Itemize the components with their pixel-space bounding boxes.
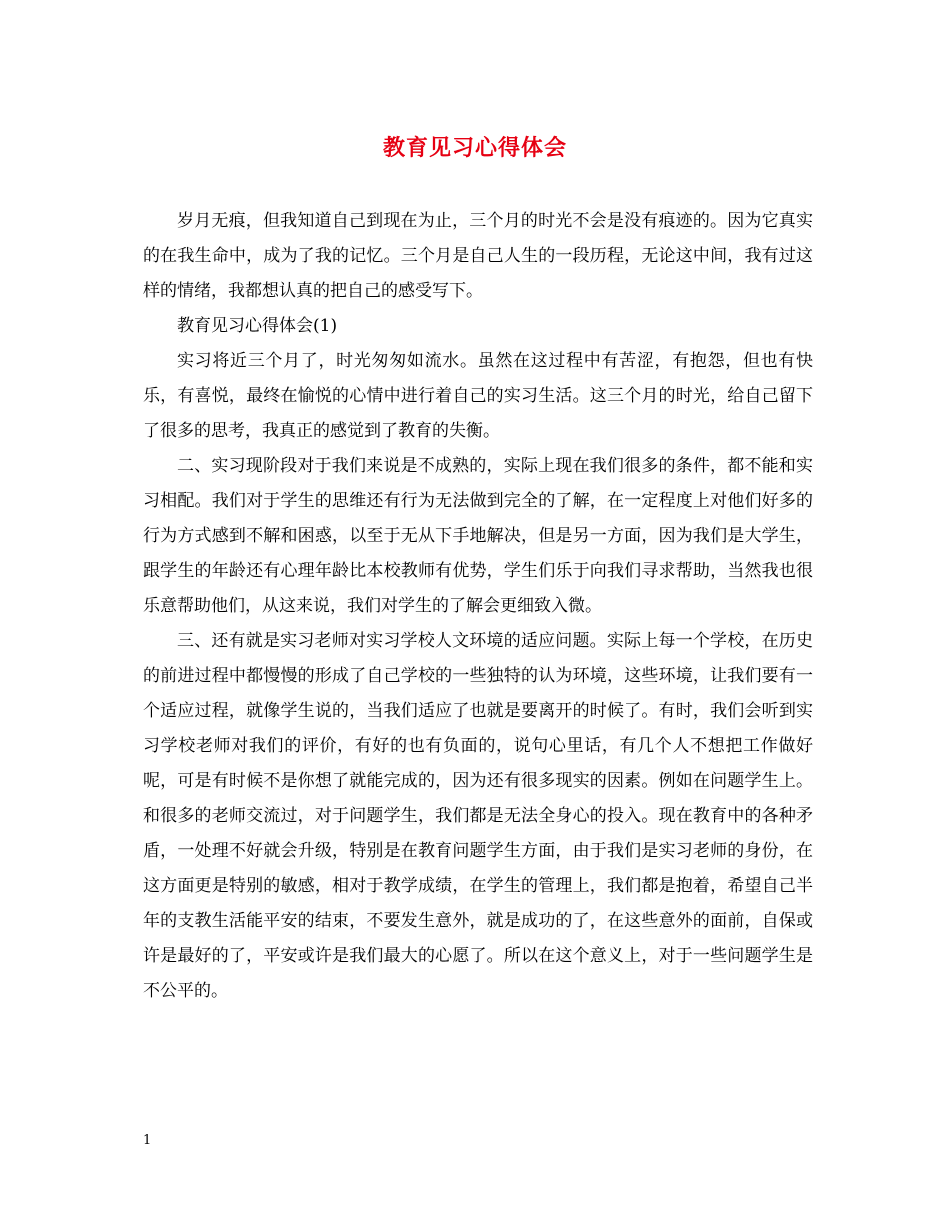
paragraph-1: 实习将近三个月了，时光匆匆如流水。虽然在这过程中有苦涩，有抱怨，但也有快乐，有喜悦，最终在愉悦的心情中进行着自己的实习生活。这三个月的时光，给自己留下了很多的思考，我真正的感觉到了教育的失衡。 xyxy=(143,351,813,441)
paragraph-intro: 岁月无痕，但我知道自己到现在为止，三个月的时光不会是没有痕迹的。因为它真实的在我生命中，成为了我的记忆。三个月是自己人生的一段历程，无论这中间，我有过这样的情绪，我都想认真的把自己的感受写下。 xyxy=(143,211,813,301)
page-number: 1 xyxy=(143,1133,152,1148)
document-title: 教育见习心得体会 xyxy=(382,135,567,161)
paragraph-3: 三、还有就是实习老师对实习学校人文环境的适应问题。实际上每一个学校，在历史的前进过程中都慢慢的形成了自己学校的一些独特的认为环境，这些环境，让我们要有一个适应过程，就像学生说的，当我们适应了也就是要离开的时候了。有时，我们会听到实习学校老师对我们的评价，有好的也有负面的，说句心里话，有几个人不想把工作做好呢，可是有时候不是你想了就能完成的，因为还有很多现实的因素。例如在问题学生上。和很多的老师交流过，对于问题学生，我们都是无法全身心的投入。现在教育中的各种矛盾，一处理不好就会升级，特别是在教育问题学生方面，由于我们是实习老师的身份，在这方面更是特别的敏感，相对于教学成绩，在学生的管理上，我们都是抱着，希望自己半年的支教生活能平安的结束，不要发生意外，就是成功的了，在这些意外的面前，自保或许是最好的了，平安或许是我们最大的心愿了。所以在这个意义上，对于一些问题学生是不公平的。 xyxy=(143,631,813,1001)
document-body xyxy=(143,204,813,1009)
section-heading: 教育见习心得体会(1) xyxy=(177,316,338,336)
paragraph-2: 二、实习现阶段对于我们来说是不成熟的，实际上现在我们很多的条件，都不能和实习相配。我们对于学生的思维还有行为无法做到完全的了解，在一定程度上对他们好多的行为方式感到不解和困惑，以至于无从下手地解决，但是另一方面，因为我们是大学生，跟学生的年龄还有心理年龄比本校教师有优势，学生们乐于向我们寻求帮助，当然我也很乐意帮助他们，从这来说，我们对学生的了解会更细致入微。 xyxy=(143,456,813,616)
